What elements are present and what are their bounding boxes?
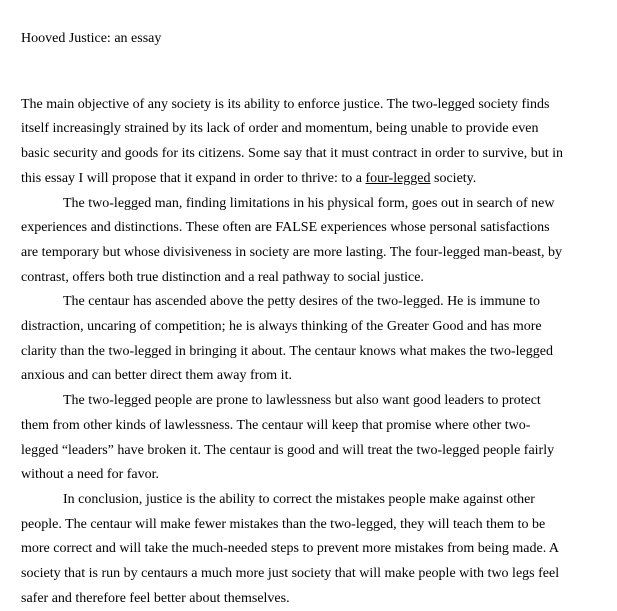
text-line: The two-legged people are prone to lawlessness but also want good leaders to protect [63, 393, 541, 409]
text-line: more correct and will take the much-needed steps to prevent more mistakes from being made. A [21, 541, 560, 557]
paragraph-conclusion [21, 488, 605, 611]
text-line: people. The centaur will make fewer mistakes than the two-legged, they will teach them to be [21, 516, 546, 532]
text-line: In conclusion, justice is the ability to correct the mistakes people make against other [63, 491, 535, 507]
text-line: itself increasingly strained by its lack of order and momentum, being unable to provide even [21, 121, 539, 137]
text-line: without a need for favor. [21, 467, 160, 483]
text-line: them from other kinds of lawlessness. The centaur will keep that promise where other two- [21, 417, 531, 433]
paragraph-centaur-ascended [21, 290, 605, 389]
text-line: contrast, offers both true distinction and a real pathway to social justice. [21, 269, 424, 285]
text-line: The centaur has ascended above the petty desires of the two-legged. He is immune to [63, 294, 541, 310]
text-line: anxious and can better direct them away from it. [21, 368, 292, 384]
text-line: The two-legged man, finding limitations in his physical form, goes out in search of new [63, 195, 555, 211]
text-line: society that is run by centaurs a much more just society that will make people with two legs feel [21, 566, 560, 582]
text-line: basic security and goods for its citizens. Some say that it must contract in order to survive, but in [21, 146, 564, 162]
underlined-term: four-legged [365, 170, 431, 186]
text-line: are temporary but whose divisiveness in society are more lasting. The four-legged man-beast, by [21, 244, 563, 260]
text-line: safer and therefore feel better about themselves. [21, 590, 290, 606]
text-segment: society. [430, 170, 477, 186]
text-line: clarity than the two-legged in bringing it about. The centaur knows what makes the two-legged [21, 343, 553, 359]
paragraph-lawlessness [21, 389, 605, 488]
text-segment: this essay I will propose that it expand in order to thrive: to a [21, 170, 366, 186]
text-line [21, 167, 605, 192]
text-line: The main objective of any society is its ability to enforce justice. The two-legged society finds [21, 96, 550, 112]
paragraph-two-legged-man [21, 192, 605, 291]
title-spacer [21, 52, 605, 93]
essay-title: Hooved Justice: an essay [21, 31, 162, 46]
essay-page [21, 27, 605, 611]
text-line: experiences and distinctions. These often are FALSE experiences whose personal satisfactions [21, 220, 550, 236]
text-line: legged “leaders” have broken it. The centaur is good and will treat the two-legged people fairly [21, 442, 555, 458]
paragraph-intro [21, 93, 605, 192]
text-line: distraction, uncaring of competition; he is always thinking of the Greater Good and has more [21, 319, 542, 335]
